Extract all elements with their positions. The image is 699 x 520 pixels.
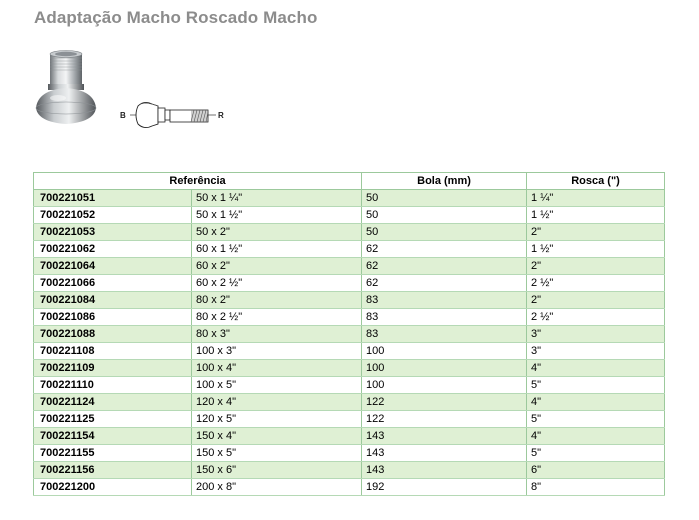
table-row <box>34 445 665 462</box>
table-row <box>34 343 665 360</box>
cell-size: 80 x 2" <box>192 292 362 309</box>
table-row <box>34 309 665 326</box>
table-row <box>34 241 665 258</box>
cell-referencia: 700221062 <box>34 241 192 258</box>
cell-rosca: 4" <box>527 428 665 445</box>
cell-rosca: 1 ¼" <box>527 190 665 207</box>
cell-referencia: 700221156 <box>34 462 192 479</box>
cell-bola: 50 <box>362 190 527 207</box>
cell-size: 150 x 5" <box>192 445 362 462</box>
table-row <box>34 394 665 411</box>
table-row <box>34 428 665 445</box>
cell-size: 150 x 6" <box>192 462 362 479</box>
table-row <box>34 275 665 292</box>
cell-size: 80 x 3" <box>192 326 362 343</box>
cell-rosca: 4" <box>527 360 665 377</box>
cell-rosca: 5" <box>527 377 665 394</box>
cell-rosca: 2 ½" <box>527 275 665 292</box>
cell-rosca: 2" <box>527 292 665 309</box>
cell-size: 120 x 4" <box>192 394 362 411</box>
cell-size: 50 x 2" <box>192 224 362 241</box>
cell-bola: 62 <box>362 258 527 275</box>
product-photo <box>28 46 108 136</box>
label-b: B <box>120 111 126 120</box>
page-title: Adaptação Macho Roscado Macho <box>34 8 318 27</box>
header-bola: Bola (mm) <box>362 173 527 190</box>
table-row <box>34 326 665 343</box>
cell-rosca: 5" <box>527 445 665 462</box>
cell-size: 120 x 5" <box>192 411 362 428</box>
cell-bola: 143 <box>362 462 527 479</box>
table-row <box>34 479 665 496</box>
cell-rosca: 5" <box>527 411 665 428</box>
cell-rosca: 1 ½" <box>527 241 665 258</box>
cell-referencia: 700221109 <box>34 360 192 377</box>
cell-size: 200 x 8" <box>192 479 362 496</box>
cell-referencia: 700221066 <box>34 275 192 292</box>
cell-size: 80 x 2 ½" <box>192 309 362 326</box>
cell-referencia: 700221110 <box>34 377 192 394</box>
table-row <box>34 292 665 309</box>
cell-rosca: 6" <box>527 462 665 479</box>
cell-referencia: 700221154 <box>34 428 192 445</box>
cell-referencia: 700221084 <box>34 292 192 309</box>
cell-rosca: 3" <box>527 343 665 360</box>
cell-bola: 122 <box>362 411 527 428</box>
cell-referencia: 700221124 <box>34 394 192 411</box>
cell-referencia: 700221108 <box>34 343 192 360</box>
cell-size: 100 x 3" <box>192 343 362 360</box>
cell-bola: 83 <box>362 309 527 326</box>
cell-bola: 100 <box>362 360 527 377</box>
drawing-svg <box>118 96 248 136</box>
cell-rosca: 2" <box>527 224 665 241</box>
cell-size: 60 x 2" <box>192 258 362 275</box>
cell-size: 60 x 2 ½" <box>192 275 362 292</box>
cell-rosca: 2" <box>527 258 665 275</box>
cell-rosca: 2 ½" <box>527 309 665 326</box>
table-row <box>34 411 665 428</box>
cell-referencia: 700221088 <box>34 326 192 343</box>
header-referencia: Referência <box>34 173 362 190</box>
cell-bola: 83 <box>362 292 527 309</box>
cell-bola: 62 <box>362 275 527 292</box>
cell-referencia: 700221064 <box>34 258 192 275</box>
label-r: R <box>218 111 224 120</box>
table-header-row <box>34 173 665 190</box>
cell-bola: 62 <box>362 241 527 258</box>
cell-bola: 122 <box>362 394 527 411</box>
cell-bola: 100 <box>362 377 527 394</box>
table-row <box>34 207 665 224</box>
cell-bola: 50 <box>362 207 527 224</box>
cell-bola: 143 <box>362 428 527 445</box>
cell-size: 100 x 4" <box>192 360 362 377</box>
cell-referencia: 700221155 <box>34 445 192 462</box>
header-rosca: Rosca (") <box>527 173 665 190</box>
cell-rosca: 8" <box>527 479 665 496</box>
technical-drawing <box>118 96 248 136</box>
cell-referencia: 700221053 <box>34 224 192 241</box>
cell-referencia: 700221051 <box>34 190 192 207</box>
cell-size: 100 x 5" <box>192 377 362 394</box>
cell-referencia: 700221052 <box>34 207 192 224</box>
cell-bola: 192 <box>362 479 527 496</box>
table-row <box>34 190 665 207</box>
table-row <box>34 462 665 479</box>
cell-size: 50 x 1 ½" <box>192 207 362 224</box>
table-row <box>34 258 665 275</box>
cell-referencia: 700221086 <box>34 309 192 326</box>
cell-size: 50 x 1 ¼" <box>192 190 362 207</box>
cell-rosca: 3" <box>527 326 665 343</box>
cell-size: 60 x 1 ½" <box>192 241 362 258</box>
cell-size: 150 x 4" <box>192 428 362 445</box>
table-row <box>34 377 665 394</box>
spec-table <box>33 172 665 496</box>
cell-rosca: 1 ½" <box>527 207 665 224</box>
cell-referencia: 700221125 <box>34 411 192 428</box>
table-row <box>34 224 665 241</box>
cell-bola: 83 <box>362 326 527 343</box>
cell-bola: 100 <box>362 343 527 360</box>
cell-rosca: 4" <box>527 394 665 411</box>
cell-bola: 50 <box>362 224 527 241</box>
cell-bola: 143 <box>362 445 527 462</box>
table-row <box>34 360 665 377</box>
cell-referencia: 700221200 <box>34 479 192 496</box>
